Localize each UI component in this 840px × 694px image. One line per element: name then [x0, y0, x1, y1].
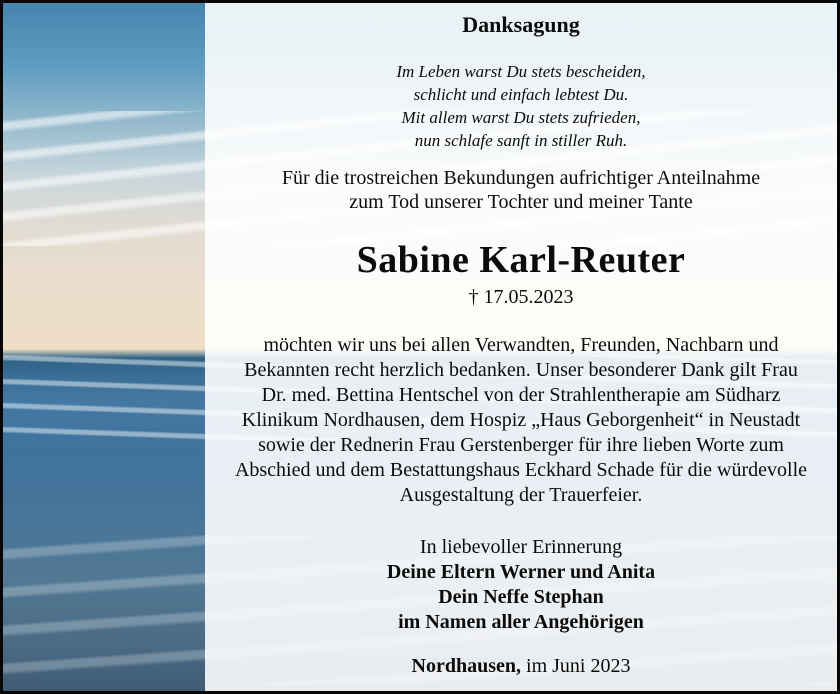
mourner-line: Deine Eltern Werner und Anita	[386, 561, 656, 583]
place: Nordhausen,	[411, 655, 522, 677]
body-line: Ausgestaltung der Trauerfeier.	[399, 484, 643, 506]
notice-title: Danksagung	[462, 12, 580, 37]
death-date: † 17.05.2023	[468, 286, 574, 308]
poem-line: schlicht und einfach lebtest Du.	[413, 85, 629, 104]
mourner-line: Dein Neffe Stephan	[438, 586, 604, 608]
deceased-name: Sabine Karl-Reuter	[356, 239, 686, 281]
thanks-paragraph	[211, 333, 831, 508]
intro-line: Für die trostreichen Bekundungen aufrichtiger Anteilnahme	[281, 167, 761, 189]
closing-line: In liebevoller Erinnerung	[419, 536, 623, 558]
body-line: Klinikum Nordhausen, dem Hospiz „Haus Geborgenheit“ in Neustadt	[241, 409, 801, 431]
date: im Juni 2023	[526, 655, 631, 677]
body-line: möchten wir uns bei allen Verwandten, Freunden, Nachbarn und	[263, 334, 779, 356]
body-line: Dr. med. Bettina Hentschel von der Strahlentherapie am Südharz	[261, 384, 781, 406]
intro-line: zum Tod unserer Tochter und meiner Tante	[349, 191, 693, 213]
mourner-line: im Namen aller Angehörigen	[398, 611, 644, 633]
poem-line: Im Leben warst Du stets bescheiden,	[396, 62, 646, 81]
place-date-line	[211, 654, 831, 679]
intro-text	[211, 166, 831, 214]
notice-panel	[205, 3, 837, 691]
poem-line: nun schlafe sanft in stiller Ruh.	[414, 131, 628, 150]
poem-line: Mit allem warst Du stets zufrieden,	[401, 108, 641, 127]
mourners-list	[211, 560, 831, 635]
body-line: Abschied und dem Bestattungshaus Eckhard Schade für die würdevolle	[234, 459, 808, 481]
body-line: Bekannten recht herzlich bedanken. Unser besonderer Dank gilt Frau	[244, 359, 798, 381]
memorial-poem	[211, 60, 831, 152]
body-line: sowie der Rednerin Frau Gerstenberger für ihre lieben Worte zum	[258, 434, 784, 456]
